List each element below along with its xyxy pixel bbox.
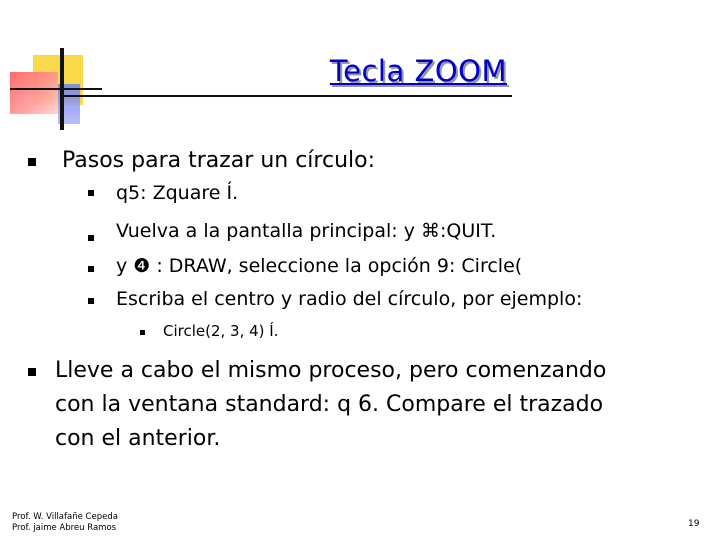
bullet-text: Pasos para trazar un círculo:	[62, 148, 375, 173]
bullet-line: con la ventana standard: q 6. Compare el trazado	[55, 392, 604, 417]
sub-bullet-text: y ❹ : DRAW, seleccione la opción 9: Circle(	[116, 255, 523, 277]
title-rule	[60, 95, 512, 97]
bullet-square-icon	[88, 298, 94, 304]
slide-logo	[0, 0, 100, 130]
bullet-square-icon	[28, 368, 36, 376]
footer-authors	[12, 512, 118, 534]
slide-title: Tecla ZOOM	[329, 54, 507, 88]
bullet-line: con el anterior.	[55, 426, 221, 451]
sub-sub-bullet-text: Circle(2, 3, 4) Í.	[163, 322, 279, 340]
bullet-square-icon	[28, 158, 36, 166]
bullet-square-icon	[88, 190, 94, 196]
bullet-square-icon	[88, 235, 94, 241]
footer-author: Prof. jaime Abreu Ramos	[12, 523, 117, 533]
logo-horizontal-line	[10, 88, 102, 90]
page-number: 19	[688, 519, 700, 529]
footer-author: Prof. W. Villafañe Cepeda	[12, 512, 118, 522]
sub-bullet-text: Escriba el centro y radio del círculo, por ejemplo:	[116, 288, 583, 310]
bullet-square-icon	[140, 330, 145, 335]
logo-red-square	[10, 72, 58, 114]
sub-bullet-text: Vuelva a la pantalla principal: y ⌘:QUIT.	[116, 220, 497, 242]
bullet-text-multiline	[55, 354, 606, 456]
sub-bullet-text: q5: Zquare Í.	[116, 182, 239, 204]
bullet-line: Lleve a cabo el mismo proceso, pero comenzando	[55, 358, 607, 383]
bullet-square-icon	[88, 266, 94, 272]
